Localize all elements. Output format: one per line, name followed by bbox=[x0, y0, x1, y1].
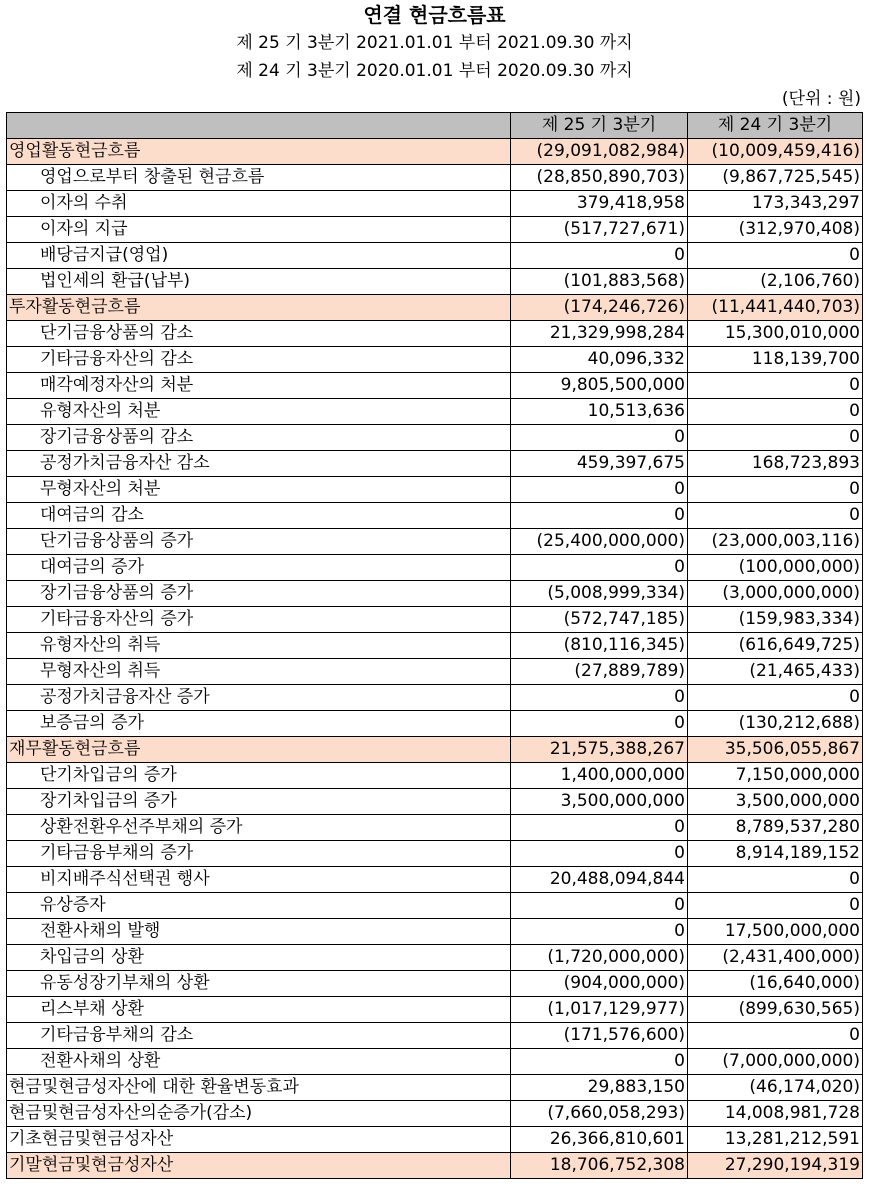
row-value-current: (174,246,726) bbox=[511, 295, 688, 321]
table-row bbox=[7, 243, 863, 269]
row-label: 법인세의 환급(납부) bbox=[7, 269, 511, 295]
table-body bbox=[7, 139, 863, 1179]
cash-flow-table bbox=[6, 112, 863, 1179]
row-label: 무형자산의 취득 bbox=[7, 659, 511, 685]
row-value-prior: (3,000,000,000) bbox=[688, 581, 863, 607]
row-value-prior: (23,000,003,116) bbox=[688, 529, 863, 555]
row-value-prior: (100,000,000) bbox=[688, 555, 863, 581]
row-value-current: 3,500,000,000 bbox=[511, 789, 688, 815]
row-label: 상환전환우선주부채의 증가 bbox=[7, 815, 511, 841]
row-value-current: 0 bbox=[511, 893, 688, 919]
table-row bbox=[7, 815, 863, 841]
row-value-prior: (46,174,020) bbox=[688, 1075, 863, 1101]
row-value-prior: (616,649,725) bbox=[688, 633, 863, 659]
row-value-prior: (2,431,400,000) bbox=[688, 945, 863, 971]
row-value-prior: (130,212,688) bbox=[688, 711, 863, 737]
row-label: 유형자산의 처분 bbox=[7, 399, 511, 425]
row-value-current: 21,329,998,284 bbox=[511, 321, 688, 347]
table-row bbox=[7, 425, 863, 451]
table-row bbox=[7, 607, 863, 633]
row-label: 기초현금및현금성자산 bbox=[7, 1127, 511, 1153]
row-value-current: 9,805,500,000 bbox=[511, 373, 688, 399]
row-value-prior: (9,867,725,545) bbox=[688, 165, 863, 191]
table-row bbox=[7, 971, 863, 997]
table-row bbox=[7, 1023, 863, 1049]
table-row bbox=[7, 347, 863, 373]
header-cell-current: 제 25 기 3분기 bbox=[511, 113, 688, 139]
row-label: 공정가치금융자산 감소 bbox=[7, 451, 511, 477]
row-label: 무형자산의 처분 bbox=[7, 477, 511, 503]
row-value-current: 0 bbox=[511, 243, 688, 269]
period-prior: 제 24 기 3분기 2020.01.01 부터 2020.09.30 까지 bbox=[236, 61, 633, 81]
row-label: 유상증자 bbox=[7, 893, 511, 919]
row-value-prior: (899,630,565) bbox=[688, 997, 863, 1023]
row-value-prior: 0 bbox=[688, 867, 863, 893]
row-value-current: (572,747,185) bbox=[511, 607, 688, 633]
table-row bbox=[7, 659, 863, 685]
row-label: 대여금의 증가 bbox=[7, 555, 511, 581]
table-row bbox=[7, 373, 863, 399]
row-value-prior: (21,465,433) bbox=[688, 659, 863, 685]
row-value-current: 0 bbox=[511, 503, 688, 529]
row-label: 대여금의 감소 bbox=[7, 503, 511, 529]
section-row bbox=[7, 295, 863, 321]
table-row bbox=[7, 997, 863, 1023]
row-value-current: 10,513,636 bbox=[511, 399, 688, 425]
row-value-current: (29,091,082,984) bbox=[511, 139, 688, 165]
row-value-current: 18,706,752,308 bbox=[511, 1153, 688, 1179]
row-label: 기타금융자산의 증가 bbox=[7, 607, 511, 633]
section-row bbox=[7, 737, 863, 763]
row-value-current: 0 bbox=[511, 1049, 688, 1075]
row-label: 유형자산의 취득 bbox=[7, 633, 511, 659]
section-row bbox=[7, 1153, 863, 1179]
table-row bbox=[7, 529, 863, 555]
row-value-prior: (2,106,760) bbox=[688, 269, 863, 295]
row-label: 비지배주식선택권 행사 bbox=[7, 867, 511, 893]
table-row bbox=[7, 1101, 863, 1127]
row-value-prior: 0 bbox=[688, 685, 863, 711]
table-row bbox=[7, 789, 863, 815]
table-row bbox=[7, 555, 863, 581]
row-value-current: 26,366,810,601 bbox=[511, 1127, 688, 1153]
row-value-current: (810,116,345) bbox=[511, 633, 688, 659]
row-value-prior: 13,281,212,591 bbox=[688, 1127, 863, 1153]
row-value-prior: 0 bbox=[688, 243, 863, 269]
row-value-current: 0 bbox=[511, 841, 688, 867]
row-value-prior: 17,500,000,000 bbox=[688, 919, 863, 945]
row-label: 배당금지급(영업) bbox=[7, 243, 511, 269]
row-label: 리스부채 상환 bbox=[7, 997, 511, 1023]
table-row bbox=[7, 165, 863, 191]
row-value-prior: 8,914,189,152 bbox=[688, 841, 863, 867]
row-value-current: 0 bbox=[511, 685, 688, 711]
row-label: 영업활동현금흐름 bbox=[7, 139, 511, 165]
row-value-prior: 35,506,055,867 bbox=[688, 737, 863, 763]
row-value-prior: (11,441,440,703) bbox=[688, 295, 863, 321]
row-value-prior: (10,009,459,416) bbox=[688, 139, 863, 165]
row-value-current: (1,017,129,977) bbox=[511, 997, 688, 1023]
row-value-prior: 168,723,893 bbox=[688, 451, 863, 477]
table-row bbox=[7, 633, 863, 659]
row-label: 현금및현금성자산에 대한 환율변동효과 bbox=[7, 1075, 511, 1101]
row-value-current: 40,096,332 bbox=[511, 347, 688, 373]
header-cell-label bbox=[7, 113, 511, 139]
row-value-current: 20,488,094,844 bbox=[511, 867, 688, 893]
period-current: 제 25 기 3분기 2021.01.01 부터 2021.09.30 까지 bbox=[236, 33, 633, 53]
row-value-prior: 3,500,000,000 bbox=[688, 789, 863, 815]
table-row bbox=[7, 217, 863, 243]
row-value-current: (517,727,671) bbox=[511, 217, 688, 243]
table-row bbox=[7, 1127, 863, 1153]
row-value-current: (28,850,890,703) bbox=[511, 165, 688, 191]
unit-label: (단위 : 원) bbox=[781, 89, 861, 109]
row-value-prior: 0 bbox=[688, 503, 863, 529]
table-row bbox=[7, 477, 863, 503]
row-value-prior: 0 bbox=[688, 477, 863, 503]
row-label: 장기금융상품의 증가 bbox=[7, 581, 511, 607]
row-label: 보증금의 증가 bbox=[7, 711, 511, 737]
row-value-prior: 7,150,000,000 bbox=[688, 763, 863, 789]
row-label: 단기금융상품의 감소 bbox=[7, 321, 511, 347]
row-label: 장기차입금의 증가 bbox=[7, 789, 511, 815]
row-label: 기타금융부채의 감소 bbox=[7, 1023, 511, 1049]
row-label: 매각예정자산의 처분 bbox=[7, 373, 511, 399]
row-value-current: 21,575,388,267 bbox=[511, 737, 688, 763]
table-row bbox=[7, 399, 863, 425]
row-label: 차입금의 상환 bbox=[7, 945, 511, 971]
row-value-current: 0 bbox=[511, 711, 688, 737]
table-row bbox=[7, 919, 863, 945]
row-value-current: (1,720,000,000) bbox=[511, 945, 688, 971]
row-label: 전환사채의 발행 bbox=[7, 919, 511, 945]
table-row bbox=[7, 867, 863, 893]
row-label: 재무활동현금흐름 bbox=[7, 737, 511, 763]
row-value-prior: 0 bbox=[688, 1023, 863, 1049]
row-value-prior: 27,290,194,319 bbox=[688, 1153, 863, 1179]
row-value-current: 0 bbox=[511, 919, 688, 945]
row-value-prior: (312,970,408) bbox=[688, 217, 863, 243]
table-row bbox=[7, 763, 863, 789]
row-value-current: 1,400,000,000 bbox=[511, 763, 688, 789]
table-row bbox=[7, 191, 863, 217]
row-label: 이자의 수취 bbox=[7, 191, 511, 217]
row-value-prior: 8,789,537,280 bbox=[688, 815, 863, 841]
row-value-prior: 118,139,700 bbox=[688, 347, 863, 373]
table-row bbox=[7, 1075, 863, 1101]
row-value-current: 0 bbox=[511, 477, 688, 503]
row-value-current: (101,883,568) bbox=[511, 269, 688, 295]
section-row bbox=[7, 139, 863, 165]
header-cell-prior: 제 24 기 3분기 bbox=[688, 113, 863, 139]
row-value-prior: 173,343,297 bbox=[688, 191, 863, 217]
row-label: 투자활동현금흐름 bbox=[7, 295, 511, 321]
document-title: 연결 현금흐름표 bbox=[363, 3, 506, 27]
row-value-current: 0 bbox=[511, 555, 688, 581]
row-value-prior: 0 bbox=[688, 425, 863, 451]
row-value-current: (5,008,999,334) bbox=[511, 581, 688, 607]
row-value-current: 379,418,958 bbox=[511, 191, 688, 217]
row-value-prior: 0 bbox=[688, 399, 863, 425]
table-row bbox=[7, 503, 863, 529]
row-label: 기타금융자산의 감소 bbox=[7, 347, 511, 373]
table-row bbox=[7, 581, 863, 607]
row-value-prior: 14,008,981,728 bbox=[688, 1101, 863, 1127]
row-value-prior: (7,000,000,000) bbox=[688, 1049, 863, 1075]
table-row bbox=[7, 451, 863, 477]
row-value-current: 459,397,675 bbox=[511, 451, 688, 477]
row-label: 기말현금및현금성자산 bbox=[7, 1153, 511, 1179]
row-label: 단기금융상품의 증가 bbox=[7, 529, 511, 555]
row-label: 유동성장기부채의 상환 bbox=[7, 971, 511, 997]
row-label: 기타금융부채의 증가 bbox=[7, 841, 511, 867]
row-value-prior: 0 bbox=[688, 893, 863, 919]
row-value-prior: 15,300,010,000 bbox=[688, 321, 863, 347]
row-value-current: (171,576,600) bbox=[511, 1023, 688, 1049]
row-value-prior: 0 bbox=[688, 373, 863, 399]
table-row bbox=[7, 321, 863, 347]
row-label: 현금및현금성자산의순증가(감소) bbox=[7, 1101, 511, 1127]
row-value-current: 29,883,150 bbox=[511, 1075, 688, 1101]
table-header-row bbox=[7, 113, 863, 139]
row-value-current: 0 bbox=[511, 815, 688, 841]
row-label: 전환사채의 상환 bbox=[7, 1049, 511, 1075]
table-row bbox=[7, 945, 863, 971]
row-value-prior: (16,640,000) bbox=[688, 971, 863, 997]
table-row bbox=[7, 711, 863, 737]
row-value-current: 0 bbox=[511, 425, 688, 451]
row-value-prior: (159,983,334) bbox=[688, 607, 863, 633]
table-row bbox=[7, 685, 863, 711]
row-label: 이자의 지급 bbox=[7, 217, 511, 243]
table-row bbox=[7, 893, 863, 919]
table-row bbox=[7, 841, 863, 867]
row-value-current: (27,889,789) bbox=[511, 659, 688, 685]
row-value-current: (25,400,000,000) bbox=[511, 529, 688, 555]
table-row bbox=[7, 1049, 863, 1075]
row-value-current: (7,660,058,293) bbox=[511, 1101, 688, 1127]
row-label: 공정가치금융자산 증가 bbox=[7, 685, 511, 711]
row-label: 장기금융상품의 감소 bbox=[7, 425, 511, 451]
row-value-current: (904,000,000) bbox=[511, 971, 688, 997]
row-label: 영업으로부터 창출된 현금흐름 bbox=[7, 165, 511, 191]
table-row bbox=[7, 269, 863, 295]
row-label: 단기차입금의 증가 bbox=[7, 763, 511, 789]
